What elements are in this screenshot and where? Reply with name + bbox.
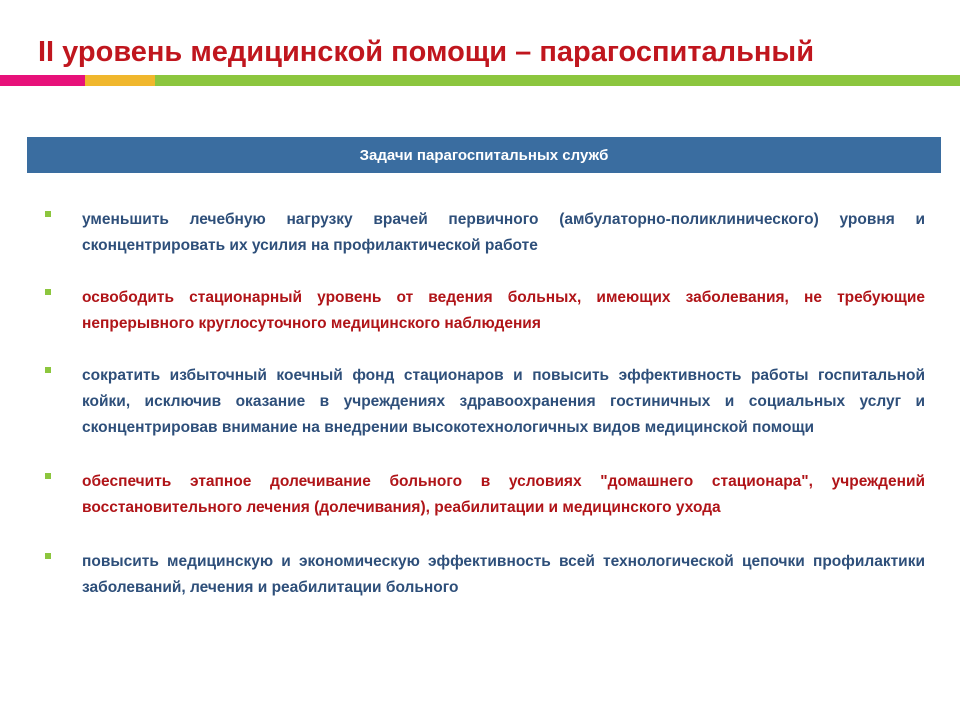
bullet-square-icon [45, 211, 51, 217]
list-item [45, 549, 925, 601]
bullet-square-icon [45, 553, 51, 559]
bullet-square-icon [45, 473, 51, 479]
task-text: освободить стационарный уровень от ведения больных, имеющих заболевания, не требующие непрерывного круглосуточного медицинского наблюдения [82, 289, 925, 332]
task-text: повысить медицинскую и экономическую эффективность всей технологической цепочки профилактики заболеваний, лечения и реабилитации больного [82, 553, 925, 596]
list-item [45, 363, 925, 441]
task-list [45, 207, 925, 629]
task-text: уменьшить лечебную нагрузку врачей первичного (амбулаторно-поликлинического) уровня и сконцентрировать их усилия на профилактической работе [82, 211, 925, 254]
slide-title: II уровень медицинской помощи – парагоспитальный [38, 36, 815, 68]
accent-stripe-green [155, 75, 960, 86]
task-text: обеспечить этапное долечивание больного в условиях "домашнего стационара", учреждений восстановительного лечения (долечивания), реабилитации и медицинского ухода [82, 473, 925, 516]
bullet-square-icon [45, 367, 51, 373]
accent-stripe-yellow [85, 75, 155, 86]
list-item [45, 207, 925, 259]
accent-stripe-magenta [0, 75, 85, 86]
list-item [45, 285, 925, 337]
bullet-square-icon [45, 289, 51, 295]
task-text: сократить избыточный коечный фонд стационаров и повысить эффективность работы госпитальной койки, исключив оказание в учреждениях здравоохранения гостиничных и социальных услуг и сконцентрировав внимание на внедрении высокотехнологичных видов медицинской помощи [82, 367, 925, 436]
list-item [45, 469, 925, 521]
tasks-header: Задачи парагоспитальных служб [27, 137, 941, 173]
